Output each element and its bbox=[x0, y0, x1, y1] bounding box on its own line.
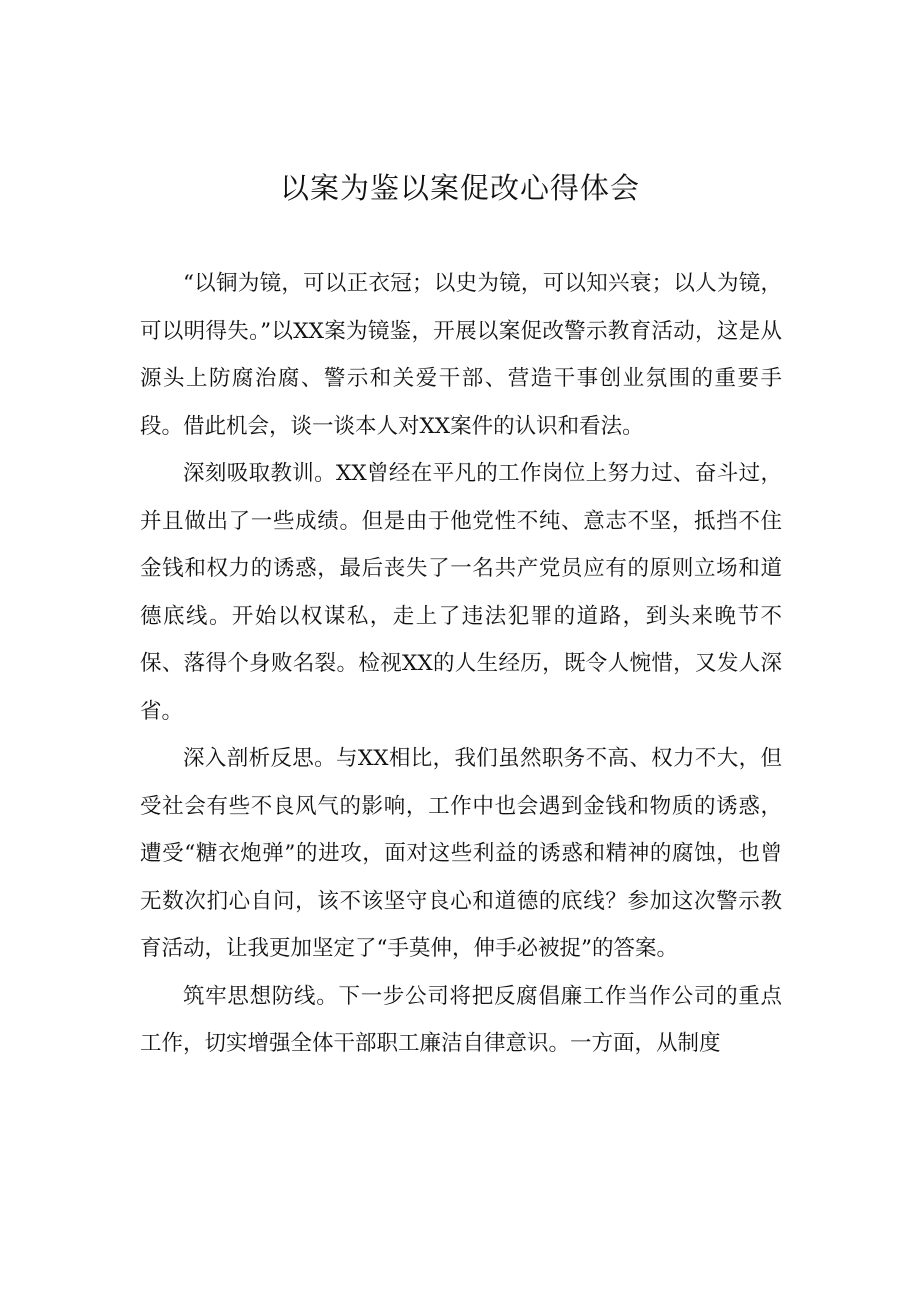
paragraph-defense: 筑牢思想防线。下一步公司将把反腐倡廉工作当作公司的重点工作，切实增强全体干部职工廉洁自律意识。一方面，从制度 bbox=[140, 983, 782, 1056]
paragraph-intro: “以铜为镜，可以正衣冠；以史为镜，可以知兴衰；以人为镜，可以明得失。”以XX案为镜鉴，开展以案促改警示教育活动，这是从源头上防腐治腐、警示和关爱干部、营造干事创业氛围的重要手段。借此机会，谈一谈本人对XX案件的认识和看法。 bbox=[140, 271, 782, 439]
document-body bbox=[140, 260, 782, 1068]
paragraph-reflection: 深入剖析反思。与XX相比，我们虽然职务不高、权力不大，但受社会有些不良风气的影响，工作中也会遇到金钱和物质的诱惑，遭受“糖衣炮弹”的进攻，面对这些利益的诱惑和精神的腐蚀，也曾无数次扪心自问，该不该坚守良心和道德的底线？参加这次警示教育活动，让我更加坚定了“手莫伸，伸手必被捉”的答案。 bbox=[140, 746, 782, 961]
paragraph-lessons: 深刻吸取教训。XX曾经在平凡的工作岗位上努力过、奋斗过，并且做出了一些成绩。但是由于他党性不纯、意志不坚，抵挡不住金钱和权力的诱惑，最后丧失了一名共产党员应有的原则立场和道德底线。开始以权谋私，走上了违法犯罪的道路，到头来晚节不保、落得个身败名裂。检视XX的人生经历，既令人惋惜，又发人深省。 bbox=[140, 461, 782, 724]
document-title: 以案为鉴以案促改心得体会 bbox=[279, 171, 640, 205]
